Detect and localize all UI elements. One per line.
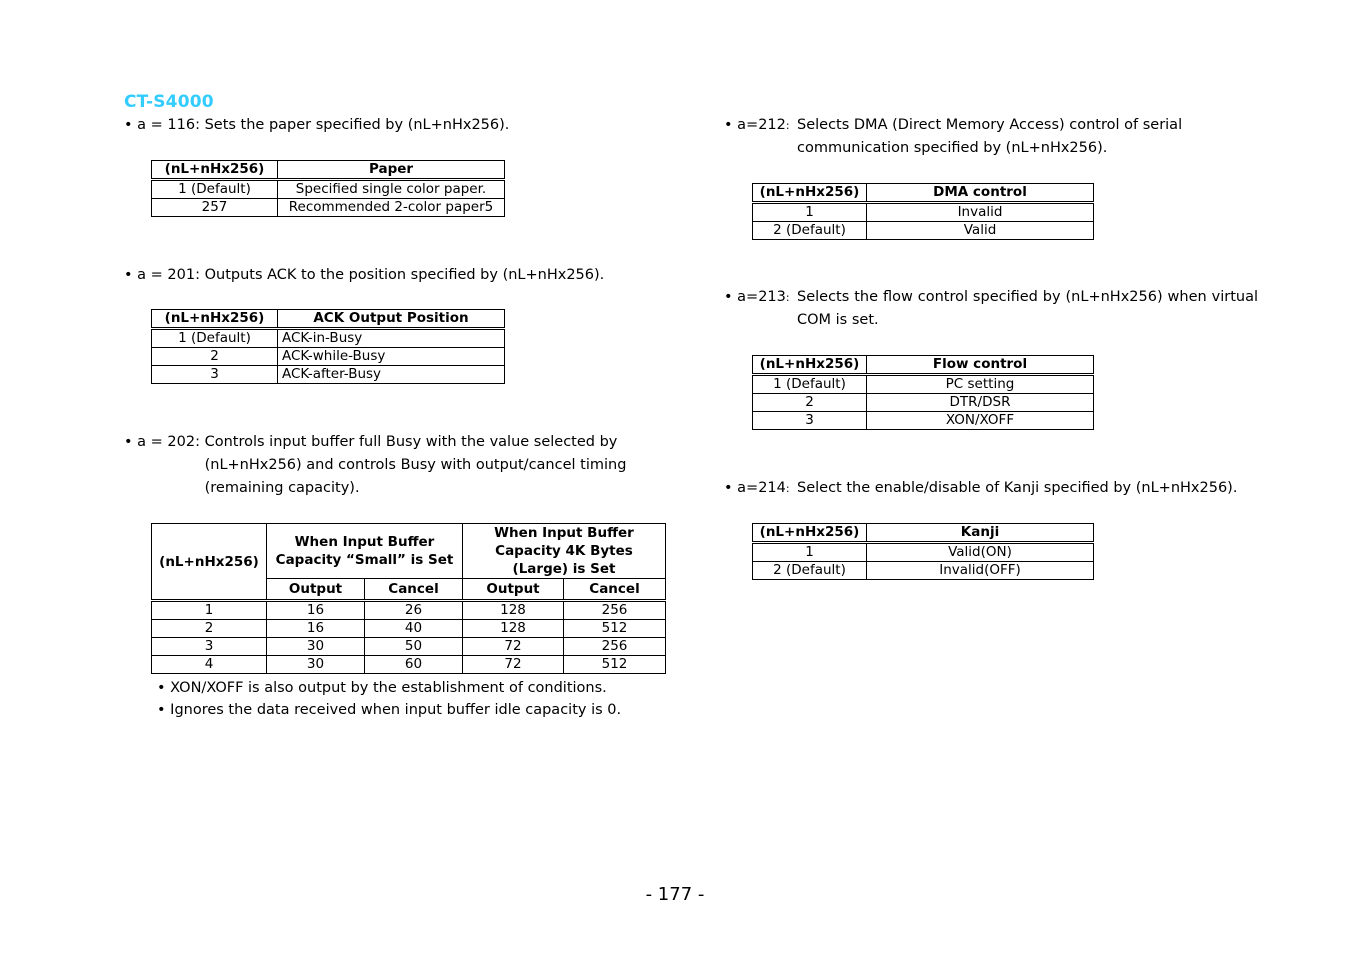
table-cell: 1 xyxy=(152,601,267,620)
a116-table xyxy=(151,160,505,217)
table-cell: Valid(ON) xyxy=(867,543,1094,562)
table-header-row xyxy=(753,524,1094,543)
a214-body xyxy=(797,477,1237,500)
a212-description xyxy=(724,114,1182,160)
table-row xyxy=(152,329,505,348)
table-cell: 256 xyxy=(564,601,666,620)
a213-line: Selects the flow control specified by (nL+nHx256) when virtual xyxy=(797,289,1258,305)
model-heading: CT-S4000 xyxy=(124,92,214,112)
table-cell: 257 xyxy=(152,199,278,217)
a212-line: Selects DMA (Direct Memory Access) control of serial xyxy=(797,117,1183,133)
column-header: (nL+nHx256) xyxy=(753,356,867,375)
a201-table xyxy=(151,309,505,384)
a202-note: • XON/XOFF is also output by the establishment of conditions. xyxy=(157,680,607,696)
a201-description: • a = 201: Outputs ACK to the position specified by (nL+nHx256). xyxy=(124,267,605,283)
column-header: (nL+nHx256) xyxy=(753,184,867,203)
table-row xyxy=(152,348,505,366)
column-header: (nL+nHx256) xyxy=(152,524,267,601)
table-header-row xyxy=(152,524,666,579)
table-cell: 4 xyxy=(152,656,267,674)
table-header-row xyxy=(753,356,1094,375)
table-cell: 2 (Default) xyxy=(753,562,867,580)
table-cell: 512 xyxy=(564,656,666,674)
table-cell: 72 xyxy=(463,656,564,674)
table-cell: 3 xyxy=(152,366,278,384)
table-row xyxy=(753,203,1094,222)
table-header-row xyxy=(753,184,1094,203)
table-row xyxy=(753,562,1094,580)
table-cell: Invalid(OFF) xyxy=(867,562,1094,580)
table-row xyxy=(152,366,505,384)
a202-line: (remaining capacity). xyxy=(204,480,360,496)
column-header: Kanji xyxy=(867,524,1094,543)
a213-lead-text: • a=213 xyxy=(724,289,786,305)
a213-table xyxy=(752,355,1094,430)
table-cell: DTR/DSR xyxy=(867,394,1094,412)
a212-table xyxy=(752,183,1094,240)
a202-table xyxy=(151,523,666,674)
column-group-header: When Input Buffer Capacity 4K Bytes (Large) is Set xyxy=(463,524,666,579)
column-header: DMA control xyxy=(867,184,1094,203)
colon: : xyxy=(785,482,790,495)
table-cell: Valid xyxy=(867,222,1094,240)
table-cell: 26 xyxy=(365,601,463,620)
a202-line: Controls input buffer full Busy with the value selected by xyxy=(204,434,618,450)
table-cell: 128 xyxy=(463,620,564,638)
table-row xyxy=(753,375,1094,394)
table-header-row xyxy=(152,161,505,180)
a212-body xyxy=(797,114,1182,160)
table-row xyxy=(152,620,666,638)
table-cell: 72 xyxy=(463,638,564,656)
table-row xyxy=(152,638,666,656)
a214-description xyxy=(724,477,1237,500)
table-row xyxy=(152,656,666,674)
a116-description: • a = 116: Sets the paper specified by (nL+nHx256). xyxy=(124,117,510,133)
column-header: (nL+nHx256) xyxy=(152,310,278,329)
a202-description xyxy=(124,431,626,500)
table-row xyxy=(753,394,1094,412)
table-cell: XON/XOFF xyxy=(867,412,1094,430)
column-header: Cancel xyxy=(564,579,666,601)
table-row xyxy=(152,199,505,217)
table-cell: 3 xyxy=(152,638,267,656)
table-cell: 2 xyxy=(753,394,867,412)
table-header-row xyxy=(152,310,505,329)
table-cell: Specified single color paper. xyxy=(278,180,505,199)
a212-line: communication specified by (nL+nHx256). xyxy=(797,140,1108,156)
a202-note: • Ignores the data received when input buffer idle capacity is 0. xyxy=(157,702,622,718)
table-cell: 40 xyxy=(365,620,463,638)
table-cell: 16 xyxy=(267,601,365,620)
a212-lead-text: • a=212 xyxy=(724,117,786,133)
a213-description xyxy=(724,286,1258,332)
table-row xyxy=(753,412,1094,430)
table-cell: 1 xyxy=(753,203,867,222)
column-header: Output xyxy=(463,579,564,601)
table-cell: 50 xyxy=(365,638,463,656)
table-cell: 512 xyxy=(564,620,666,638)
table-cell: 3 xyxy=(753,412,867,430)
a213-lead xyxy=(724,286,797,332)
table-cell: Invalid xyxy=(867,203,1094,222)
colon: : xyxy=(785,291,790,304)
table-cell: PC setting xyxy=(867,375,1094,394)
table-cell: 1 (Default) xyxy=(753,375,867,394)
table-cell: 2 (Default) xyxy=(753,222,867,240)
a202-line: (nL+nHx256) and controls Busy with output/cancel timing xyxy=(204,457,627,473)
a213-line: COM is set. xyxy=(797,312,879,328)
table-cell: 1 xyxy=(753,543,867,562)
column-header: (nL+nHx256) xyxy=(753,524,867,543)
table-cell: ACK-after-Busy xyxy=(278,366,505,384)
table-cell: 128 xyxy=(463,601,564,620)
colon: : xyxy=(785,119,790,132)
column-group-header: When Input Buffer Capacity “Small” is Set xyxy=(267,524,463,579)
a202-lead: • a = 202: xyxy=(124,434,205,450)
table-cell: 60 xyxy=(365,656,463,674)
a214-line: Select the enable/disable of Kanji specified by (nL+nHx256). xyxy=(797,480,1238,496)
a214-table xyxy=(752,523,1094,580)
column-header: Flow control xyxy=(867,356,1094,375)
column-header: ACK Output Position xyxy=(278,310,505,329)
table-cell: 2 xyxy=(152,348,278,366)
table-cell: ACK-while-Busy xyxy=(278,348,505,366)
table-cell: Recommended 2-color paper5 xyxy=(278,199,505,217)
table-cell: 1 (Default) xyxy=(152,329,278,348)
table-cell: 1 (Default) xyxy=(152,180,278,199)
page-number: - 177 - xyxy=(645,884,705,905)
column-header: Paper xyxy=(278,161,505,180)
table-row xyxy=(753,543,1094,562)
column-header: Cancel xyxy=(365,579,463,601)
a213-body xyxy=(797,286,1258,332)
a214-lead-text: • a=214 xyxy=(724,480,786,496)
column-header: Output xyxy=(267,579,365,601)
table-cell: 256 xyxy=(564,638,666,656)
a212-lead xyxy=(724,114,797,160)
table-row xyxy=(753,222,1094,240)
table-cell: 30 xyxy=(267,656,365,674)
column-header: (nL+nHx256) xyxy=(152,161,278,180)
table-cell: 16 xyxy=(267,620,365,638)
table-row xyxy=(152,180,505,199)
a214-lead xyxy=(724,477,797,500)
table-row xyxy=(152,601,666,620)
table-cell: 2 xyxy=(152,620,267,638)
table-cell: 30 xyxy=(267,638,365,656)
a202-body xyxy=(205,431,627,500)
table-cell: ACK-in-Busy xyxy=(278,329,505,348)
